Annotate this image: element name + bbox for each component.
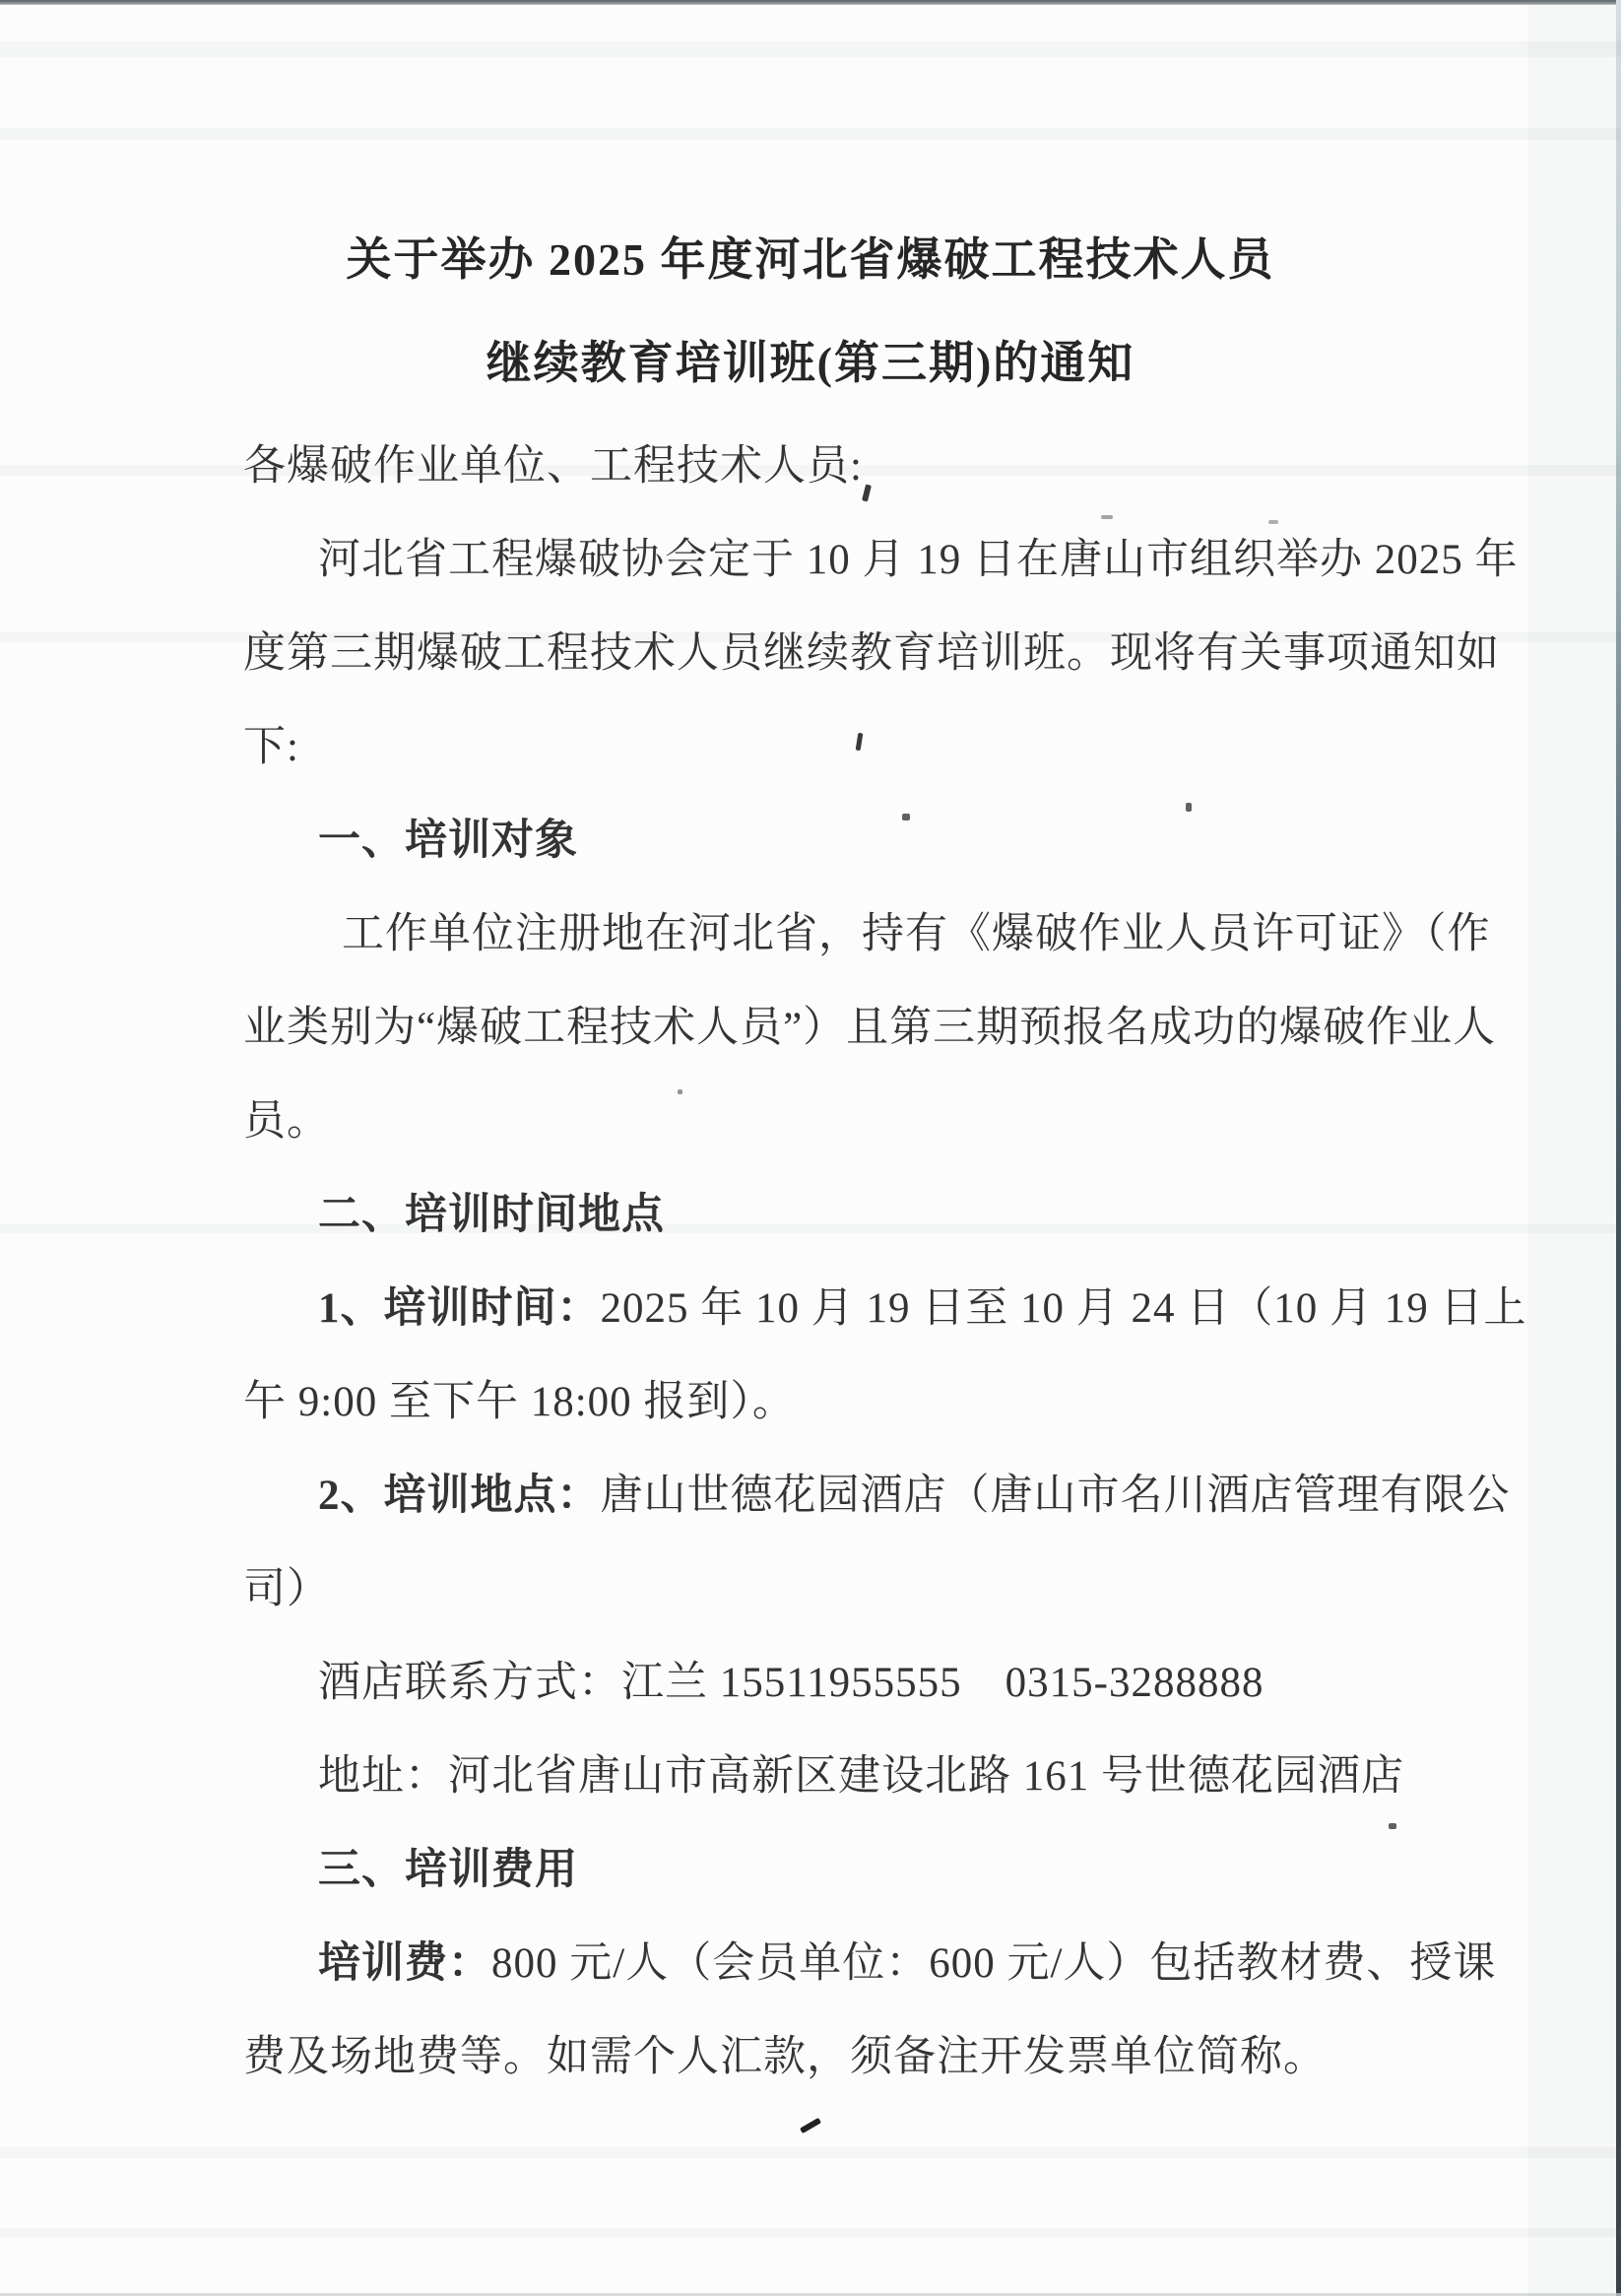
scan-speck — [800, 2118, 821, 2133]
section-heading-3: 三、培训费用 — [318, 1847, 578, 1893]
body-line: 2、培训地点：唐山世德花园酒店（唐山市名川酒店管理有限公 — [318, 1473, 1511, 1519]
scan-streak — [0, 2147, 1621, 2158]
body-line: 司） — [243, 1566, 330, 1612]
scan-streak — [0, 128, 1621, 140]
body-line: 下: — [243, 724, 299, 770]
document-title-line-1: 关于举办 2025 年度河北省爆破工程技术人员 — [346, 234, 1275, 285]
scan-streak — [0, 41, 1621, 57]
body-line: 培训费：800 元/人（会员单位：600 元/人）包括教材费、授课 — [318, 1940, 1497, 1987]
body-line: 午 9:00 至下午 18:00 报到）。 — [243, 1379, 796, 1425]
section-heading-1: 一、培训对象 — [318, 818, 578, 864]
body-line: 河北省工程爆破协会定于 10 月 19 日在唐山市组织举办 2025 年 — [318, 537, 1519, 583]
body-line: 业类别为“爆破工程技术人员”）且第三期预报名成功的爆破作业人 — [243, 1005, 1497, 1051]
body-line: 工作单位注册地在河北省，持有《爆破作业人员许可证》（作 — [342, 911, 1491, 957]
body-line: 员。 — [243, 1098, 330, 1145]
body-line: 1、培训时间：2025 年 10 月 19 日至 10 月 24 日（10 月 19 日上 — [318, 1285, 1527, 1332]
document-body — [243, 420, 1527, 2104]
body-line: 度第三期爆破工程技术人员继续教育培训班。现将有关事项通知如 — [243, 630, 1500, 677]
document-title-line-2: 继续教育培训班(第三期)的通知 — [486, 338, 1135, 388]
scan-streak — [0, 2228, 1621, 2237]
body-line-address: 地址：河北省唐山市高新区建设北路 161 号世德花园酒店 — [318, 1753, 1404, 1800]
section-heading-2: 二、培训时间地点 — [318, 1192, 665, 1238]
document-title — [0, 208, 1621, 415]
body-line-hotel-contact: 酒店联系方式：江兰 15511955555 0315-3288888 — [318, 1660, 1264, 1706]
body-line-salutation: 各爆破作业单位、工程技术人员: — [243, 443, 863, 490]
body-line: 费及场地费等。如需个人汇款，须备注开发票单位简称。 — [243, 2034, 1327, 2080]
scan-edge-top — [0, 0, 1621, 5]
